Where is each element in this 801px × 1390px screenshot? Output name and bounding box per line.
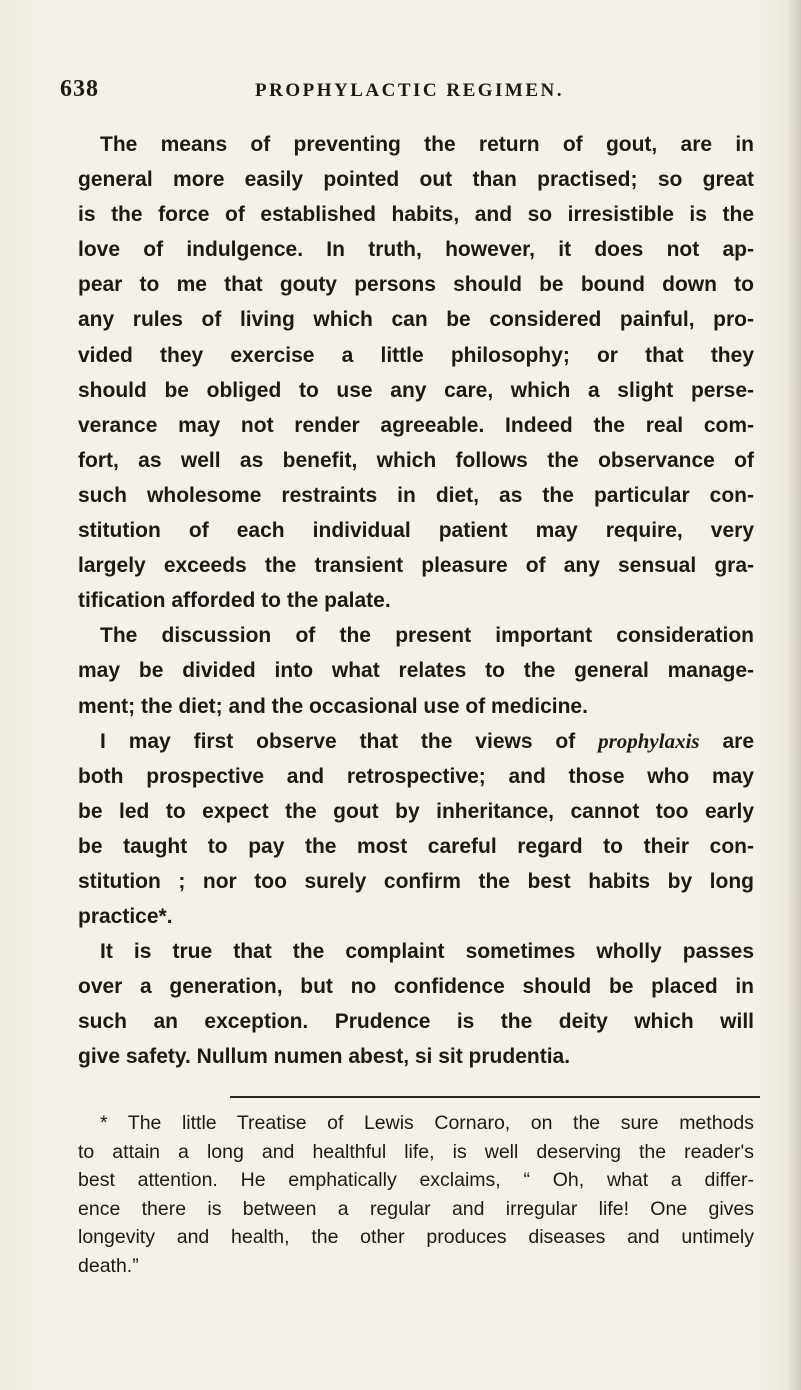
text-line: such an exception. Prudence is the deity which will bbox=[78, 1010, 754, 1034]
text-line: any rules of living which can be considered painful, pro- bbox=[78, 308, 754, 332]
footnote-line: to attain a long and healthful life, is well deserving the reader's bbox=[78, 1140, 754, 1163]
text-line: both prospective and retrospective; and those who may bbox=[78, 764, 754, 788]
text-line: stitution ; nor too surely confirm the best habits by long bbox=[78, 869, 754, 893]
text-line: The discussion of the present important consideration bbox=[100, 624, 754, 648]
text-line: largely exceeds the transient pleasure of any sensual gra- bbox=[78, 554, 754, 578]
text-line: The means of preventing the return of gout, are in bbox=[100, 133, 754, 156]
text-line: be led to expect the gout by inheritance, cannot too early bbox=[78, 799, 754, 823]
text-line: be taught to pay the most careful regard to their con- bbox=[78, 834, 754, 858]
text-line: is the force of established habits, and so irresistible is the bbox=[78, 203, 754, 227]
page-edge-shadow bbox=[787, 0, 801, 1390]
footnote-line: ence there is between a regular and irregular life! One gives bbox=[78, 1197, 754, 1220]
main-text bbox=[78, 127, 754, 1075]
text-line: over a generation, but no confidence should be placed in bbox=[78, 975, 754, 999]
text-line: fort, as well as benefit, which follows the observance of bbox=[78, 448, 754, 472]
text-line: give safety. Nullum numen abest, si sit prudentia. bbox=[78, 1045, 571, 1069]
text-line: stitution of each individual patient may require, very bbox=[78, 519, 754, 543]
footnote-line: best attention. He emphatically exclaims, “ Oh, what a differ- bbox=[78, 1169, 754, 1192]
text-line: tification afforded to the palate. bbox=[78, 589, 391, 613]
text-line: such wholesome restraints in diet, as the particular con- bbox=[78, 483, 754, 507]
text-line: vided they exercise a little philosophy; or that they bbox=[78, 343, 754, 367]
page-number: 638 bbox=[60, 76, 99, 102]
text-segment: I may first observe that the views of bbox=[100, 729, 599, 753]
text-line: love of indulgence. In truth, however, it does not ap- bbox=[78, 238, 754, 262]
italic-term: prophylaxis bbox=[598, 728, 700, 753]
footnote bbox=[78, 1109, 754, 1281]
text-line: ment; the diet; and the occasional use of medicine. bbox=[78, 694, 588, 718]
text-line: pear to me that gouty persons should be bound down to bbox=[78, 273, 754, 297]
text-line: practice*. bbox=[78, 905, 173, 929]
text-segment: are bbox=[699, 729, 754, 753]
text-line: It is true that the complaint sometimes wholly passes bbox=[100, 940, 754, 964]
text-line: should be obliged to use any care, which a slight perse- bbox=[78, 378, 754, 402]
footnote-line: longevity and health, the other produces diseases and untimely bbox=[78, 1226, 754, 1249]
footnote-rule bbox=[230, 1096, 760, 1098]
footnote-line: * The little Treatise of Lewis Cornaro, on the sure methods bbox=[100, 1112, 754, 1134]
running-head: PROPHYLACTIC REGIMEN. bbox=[255, 80, 565, 101]
text-line-with-italic bbox=[78, 724, 754, 759]
text-line: general more easily pointed out than practised; so great bbox=[78, 168, 754, 192]
text-line: may be divided into what relates to the general manage- bbox=[78, 659, 754, 683]
footnote-line: death.” bbox=[78, 1254, 139, 1277]
page-header bbox=[60, 76, 760, 110]
text-line: verance may not render agreeable. Indeed the real com- bbox=[78, 413, 754, 437]
